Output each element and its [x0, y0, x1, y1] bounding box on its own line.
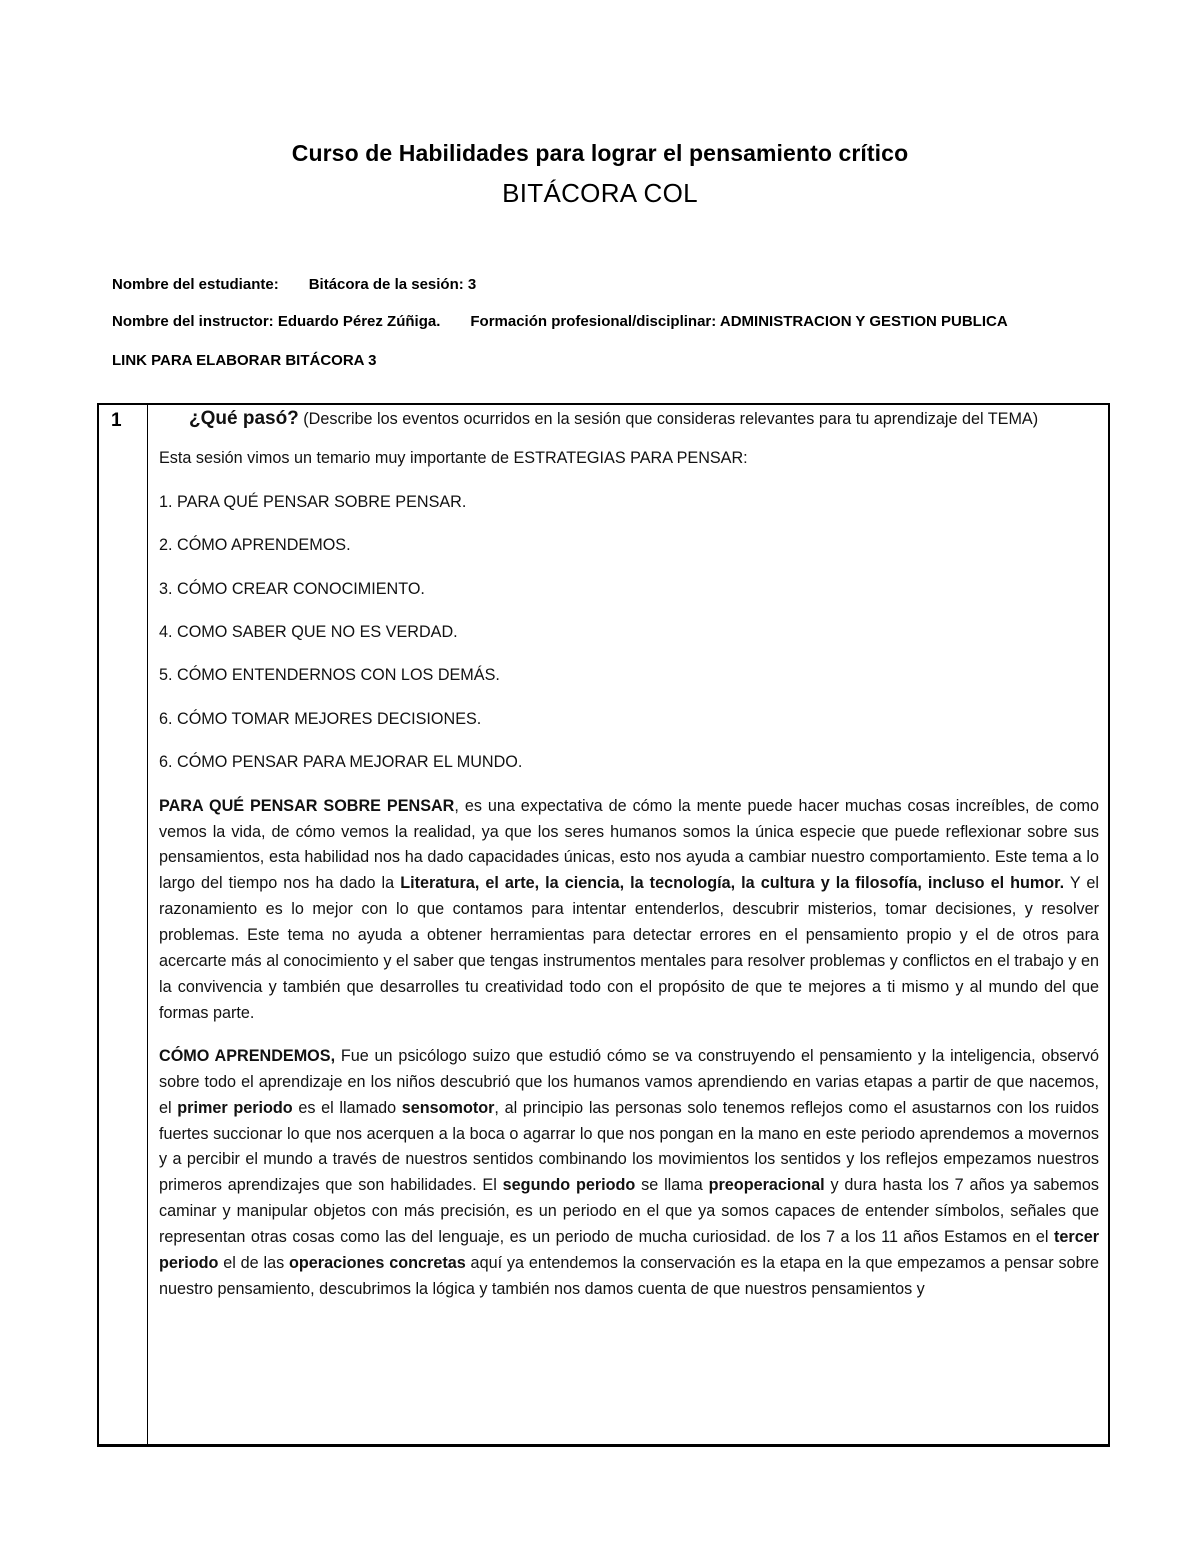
paragraph-bold: sensomotor	[401, 1098, 495, 1117]
document-title: BITÁCORA COL	[502, 178, 698, 208]
list-item: 5. CÓMO ENTENDERNOS CON LOS DEMÁS.	[159, 666, 500, 685]
instructor-label: Nombre del instructor: Eduardo Pérez Zúñiga.	[112, 313, 441, 330]
paragraph-text: aquí ya entendemos la conservación es la etapa en la que empezamos a pensar sobre nuestro pensamiento, descubrimos la lógica y también nos damos cuenta de que nuestros pensamientos y	[159, 1254, 1099, 1298]
paragraph-bold: segundo periodo	[502, 1176, 636, 1195]
student-label: Nombre del estudiante:	[112, 276, 279, 293]
intro-text: Esta sesión vimos un temario muy importante de ESTRATEGIAS PARA PENSAR:	[159, 448, 748, 467]
paragraph-text: , al principio las personas solo tenemos reflejos como el asustarnos con los ruidos fuertes succionar lo que nos acerquen a la boca o agarrar lo que nos pongan en la mano en este periodo aprendemos a movernos y a percibir el mundo a través de nuestros sentidos combinando los movimientos los sentidos y los reflejos empezamos nuestros primeros aprendizajes que son habilidades. El	[159, 1098, 1100, 1195]
table-column-divider	[147, 403, 148, 1447]
list-item: 3. CÓMO CREAR CONOCIMIENTO.	[159, 579, 425, 598]
row-content	[159, 406, 1099, 1320]
list-item: 2. CÓMO APRENDEMOS.	[159, 536, 351, 555]
paragraph-bold: tercer periodo	[159, 1228, 1099, 1273]
paragraph-text: y dura hasta los 7 años ya sabemos caminar y manipular objetos con más precisión, es un periodo en el que ya somos capaces de entender símbolos, señales que representan otras cosas como las del lenguaje, es un periodo de mucha curiosidad. de los 7 a los 11 años Estamos en el	[159, 1176, 1100, 1247]
link-label: LINK PARA ELABORAR BITÁCORA 3	[112, 352, 377, 369]
paragraph-bold: preoperacional	[708, 1176, 825, 1195]
paragraph-lead: CÓMO APRENDEMOS,	[159, 1046, 336, 1065]
paragraph-text: el de las	[218, 1254, 290, 1273]
question-heading	[159, 406, 1099, 433]
course-title: Curso de Habilidades para lograr el pensamiento crítico	[291, 140, 909, 166]
formation-label: Formación profesional/disciplinar: ADMINISTRACION Y GESTION PUBLICA	[470, 313, 1008, 330]
meta-line-instructor	[112, 313, 1008, 330]
paragraph-aprendemos	[159, 1044, 1099, 1303]
paragraph-text: se llama	[635, 1176, 709, 1195]
paragraph-bold: primer periodo	[177, 1098, 293, 1117]
meta-line-student	[112, 276, 476, 293]
paragraph-bold: Literatura, el arte, la ciencia, la tecnología, la cultura y la filosofía, incluso el humor.	[400, 874, 1065, 893]
list-item: 4. COMO SABER QUE NO ES VERDAD.	[159, 623, 458, 642]
question-title: ¿Qué pasó?	[189, 408, 299, 429]
paragraph-text: Fue un psicólogo suizo que estudió cómo se va construyendo el pensamiento y la inteligencia, observó sobre todo el aprendizaje en los niños descubrió que los humanos vamos aprendiendo en varias etapas a partir de que nacemos, el	[159, 1046, 1099, 1117]
session-label: Bitácora de la sesión: 3	[308, 276, 477, 293]
paragraph-text: , es una expectativa de cómo la mente puede hacer muchas cosas increíbles, de como vemos la vida, de cómo vemos la realidad, ya que los seres humanos somos la única especie que puede reflexionar sobre sus pensamientos, esta habilidad nos ha dado capacidades únicas, esto nos ayuda a cambiar nuestro comportamiento. Este tema a lo largo del tiempo nos ha dado la	[159, 796, 1100, 893]
list-item: 6. CÓMO PENSAR PARA MEJORAR EL MUNDO.	[159, 753, 523, 772]
paragraph-lead: PARA QUÉ PENSAR SOBRE PENSAR	[159, 796, 455, 815]
paragraph-pensar	[159, 794, 1099, 1027]
paragraph-text: Y el razonamiento es lo mejor con lo que contamos para intentar entenderlos, descubrir misterios, tomar decisiones, y resolver problemas. Este tema no ayuda a obtener herramientas para detectar errores en el pensamiento propio y el de otros para acercarte más al conocimiento y el saber que tengas instrumentos mentales para resolver problemas y conflictos en el trabajo y en la convivencia y también que desarrolles tu creatividad todo con el propósito de que te mejores a ti mismo y al mundo del que formas parte.	[159, 874, 1099, 1022]
paragraph-text: es el llamado	[292, 1098, 402, 1117]
row-number: 1	[111, 410, 122, 431]
list-item: 1. PARA QUÉ PENSAR SOBRE PENSAR.	[159, 492, 467, 511]
list-item: 6. CÓMO TOMAR MEJORES DECISIONES.	[159, 709, 482, 728]
question-hint: (Describe los eventos ocurridos en la sesión que consideras relevantes para tu aprendizaje del TEMA)	[298, 410, 1039, 428]
paragraph-bold: operaciones concretas	[289, 1254, 466, 1273]
